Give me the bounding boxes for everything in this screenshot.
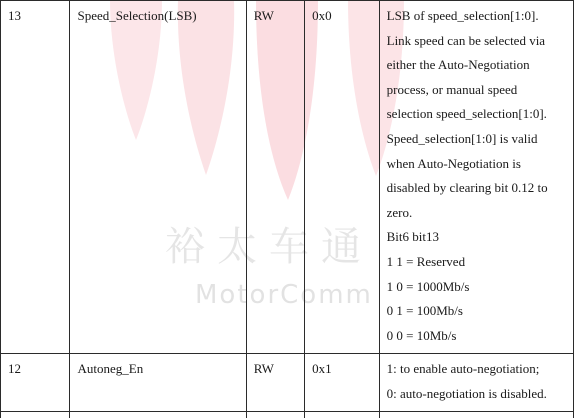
bit-cell: 13 xyxy=(1,1,70,354)
description-line: 1 0 = 1000Mb/s xyxy=(387,275,566,300)
empty-cell xyxy=(379,412,573,418)
description-line: selection speed_selection[1:0]. xyxy=(387,102,566,127)
description-line: process, or manual speed xyxy=(387,78,566,103)
description-line: 1 1 = Reserved xyxy=(387,250,566,275)
table-row xyxy=(1,354,574,412)
watermark-english-text: MotorComm xyxy=(195,280,373,310)
access-cell: RW xyxy=(246,354,304,412)
description-line: either the Auto-Negotiation xyxy=(387,53,566,78)
description-line: 1: to enable auto-negotiation; xyxy=(387,357,566,382)
description-line: 0: auto-negotiation is disabled. xyxy=(387,382,566,407)
field-name-cell: Speed_Selection(LSB) xyxy=(70,1,246,354)
description-line: Speed_selection[1:0] is valid xyxy=(387,127,566,152)
field-name-cell: Autoneg_En xyxy=(70,354,246,412)
default-cell: 0x0 xyxy=(305,1,380,354)
bit-cell: 12 xyxy=(1,354,70,412)
access-cell: RW xyxy=(246,1,304,354)
empty-cell xyxy=(246,412,304,418)
default-cell: 0x1 xyxy=(305,354,380,412)
table-row xyxy=(1,1,574,354)
description-cell xyxy=(379,354,573,412)
description-line: when Auto-Negotiation is xyxy=(387,152,566,177)
empty-cell xyxy=(1,412,70,418)
description-line: LSB of speed_selection[1:0]. xyxy=(387,4,566,29)
description-cell xyxy=(379,1,573,354)
description-line: 0 1 = 100Mb/s xyxy=(387,299,566,324)
empty-cell xyxy=(70,412,246,418)
table-row-partial xyxy=(1,412,574,418)
description-line: 0 0 = 10Mb/s xyxy=(387,324,566,349)
watermark-chinese-text: 裕太车通 xyxy=(165,215,365,272)
description-line: disabled by clearing bit 0.12 to xyxy=(387,176,566,201)
description-line: zero. xyxy=(387,201,566,226)
empty-cell xyxy=(305,412,380,418)
description-line: Bit6 bit13 xyxy=(387,225,566,250)
description-line: Link speed can be selected via xyxy=(387,29,566,54)
